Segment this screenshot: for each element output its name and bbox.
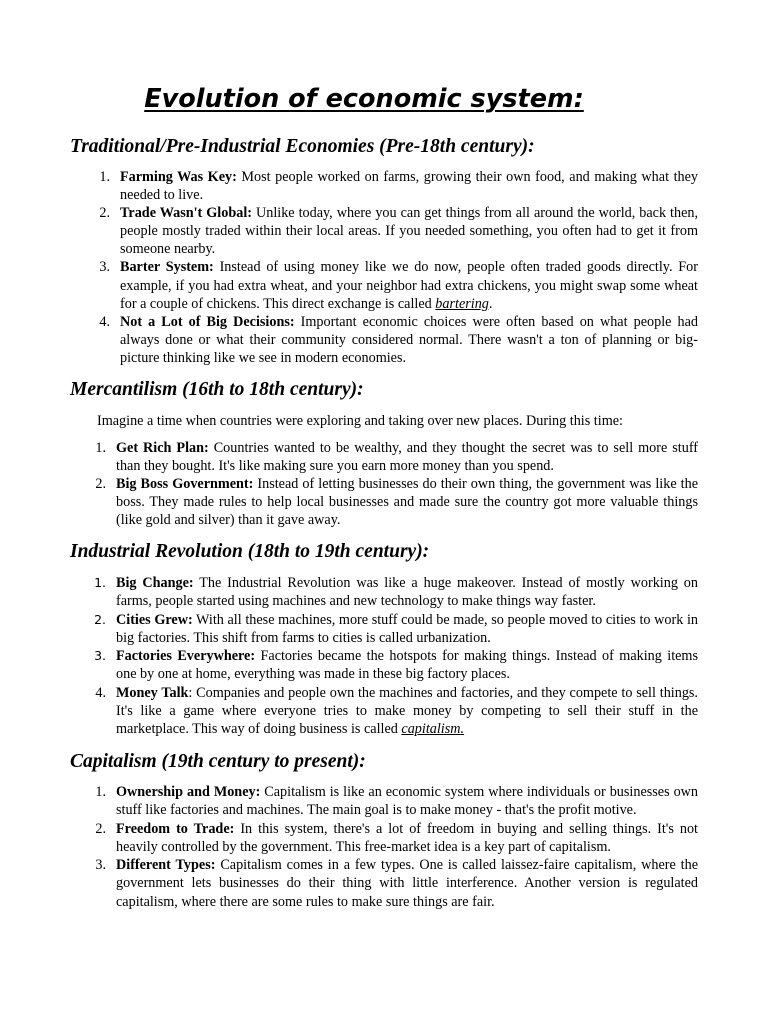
section-heading-mercantilism: Mercantilism (16th to 18th century):	[70, 379, 364, 400]
list-item-text: Countries wanted to be wealthy, and they thought the secret was to sell more stuff than they bought. It's like making sure you earn more money than you spend.	[116, 440, 699, 475]
list-item-number: 1.	[94, 575, 106, 590]
list-item-text: Unlike today, where you can get things from all around the world, back then, people mostly traded within their local areas. If you needed something, you often had to get it from someone nearby.	[120, 205, 699, 258]
list-item-text: Capitalism comes in a few types. One is called laissez-faire capitalism, where the government lets businesses do their thing with little interference. Another version is regulated capitalism, where there are some rules to make sure things are fair.	[116, 857, 698, 910]
list-item-number: 4.	[99, 313, 110, 330]
list-item-label: Big Boss Government:	[116, 476, 254, 493]
document-title: Evolution of economic system:	[144, 84, 584, 114]
list-item	[0, 168, 698, 204]
list-item-label: Get Rich Plan:	[116, 440, 209, 456]
list-item-number: 1.	[95, 440, 106, 456]
list-item-number: 4.	[95, 684, 106, 701]
list-item-number: 2.	[99, 205, 110, 222]
list-item-number: 2.	[94, 611, 106, 627]
list-item	[0, 820, 698, 857]
capitalism-list	[0, 783, 698, 911]
list-item-number: 3.	[94, 648, 106, 664]
list-item	[0, 313, 698, 367]
list-item-after: .	[488, 295, 493, 312]
list-item	[0, 783, 698, 820]
list-item-number: 2.	[95, 820, 106, 837]
list-item-text: The Industrial Revolution was like a huge makeover. Instead of mostly working on farms, people started using machines and new technology to make things way faster.	[116, 575, 698, 610]
list-item-number: 1.	[95, 784, 106, 800]
list-item-label: Freedom to Trade:	[116, 820, 235, 837]
list-item	[0, 684, 698, 739]
list-item-text: Instead of letting businesses do their own thing, the government was like the boss. They made rules to help local businesses and made sure the country got more valuable things (like gold and silver) than it gave away.	[116, 476, 698, 529]
list-item-number: 3.	[99, 259, 110, 276]
mercantilism-list	[0, 439, 698, 529]
list-item-label: Trade Wasn't Global:	[120, 205, 252, 222]
list-item-text: Factories became the hotspots for making things. Instead of making items one by one at home, everything was made in these big factory places.	[116, 648, 698, 683]
list-item	[0, 611, 698, 648]
list-item-label: Big Change:	[116, 575, 194, 591]
list-item-text: Instead of using money like we do now, people often traded goods directly. For example, if you had extra wheat, and your neighbor had extra chickens, you might swap some wheat for a couple of chickens. This direct exchange is called	[120, 259, 698, 312]
industrial-list	[0, 574, 698, 739]
list-item	[0, 856, 698, 911]
section-heading-industrial: Industrial Revolution (18th to 19th century):	[70, 541, 430, 562]
list-item-label: Different Types:	[116, 857, 216, 874]
section-heading-traditional: Traditional/Pre-Industrial Economies (Pre-18th century):	[70, 136, 535, 157]
section-intro: Imagine a time when countries were exploring and taking over new places. During this time:	[97, 413, 623, 429]
list-item-label: Ownership and Money:	[116, 784, 261, 800]
list-item-label: Factories Everywhere:	[116, 648, 256, 665]
list-item	[0, 439, 698, 475]
list-item-text: Capitalism is like an economic system where individuals or businesses own stuff like factories and machines. The main goal is to make money - that's the profit motive.	[116, 784, 698, 819]
section-heading-capitalism: Capitalism (19th century to present):	[70, 751, 366, 772]
list-item-text: Important economic choices were often based on what people had always done or what their community considered normal. There wasn't a ton of planning or big-picture thinking like we see in modern economies.	[120, 313, 698, 366]
list-item	[0, 574, 698, 611]
list-item-label: Money Talk	[116, 684, 189, 701]
traditional-list	[0, 168, 698, 367]
list-item-label: Not a Lot of Big Decisions:	[120, 313, 295, 330]
list-item-text: : Companies and people own the machines and factories, and they compete to sell things. It's like a game where everyone tries to make money by competing to sell their stuff in the marketplace. This way of doing business is called	[116, 684, 698, 738]
list-item	[0, 647, 698, 684]
term-bartering: bartering	[435, 295, 489, 312]
list-item-text: In this system, there's a lot of freedom in buying and selling things. It's not heavily controlled by the government. This free-market idea is a key part of capitalism.	[116, 820, 698, 855]
term-capitalism: capitalism.	[401, 721, 465, 738]
list-item-label: Barter System:	[120, 259, 214, 276]
list-item-number: 3.	[95, 857, 106, 874]
list-item-label: Cities Grew:	[116, 611, 193, 628]
list-item	[0, 204, 698, 258]
list-item	[0, 475, 698, 529]
list-item-text: With all these machines, more stuff could be made, so people moved to cities to work in big factories. This shift from farms to cities is called urbanization.	[116, 611, 698, 646]
list-item-number: 1.	[99, 169, 110, 185]
list-item-text: Most people worked on farms, growing their own food, and making what they needed to live.	[120, 169, 698, 204]
list-item-label: Farming Was Key:	[120, 169, 237, 185]
list-item	[0, 258, 698, 312]
list-item-number: 2.	[95, 476, 106, 493]
